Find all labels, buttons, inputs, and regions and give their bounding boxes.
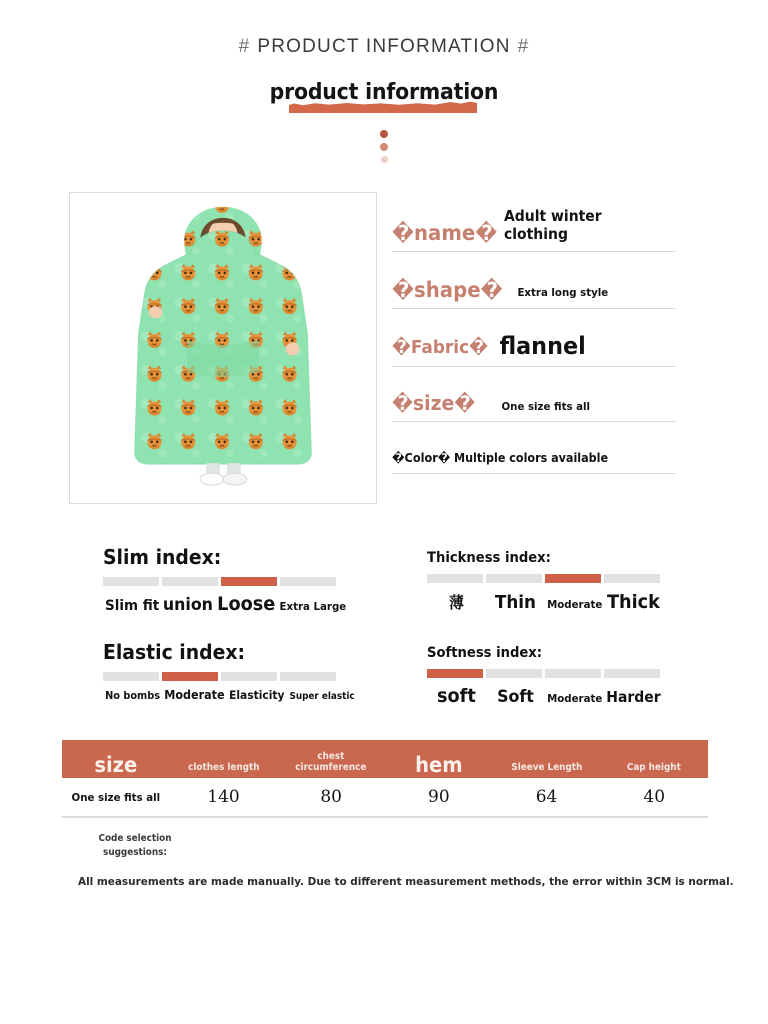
hash-left-icon: # bbox=[238, 36, 251, 57]
spec-key-size: �size� bbox=[392, 391, 476, 415]
elastic-index-block bbox=[103, 640, 355, 702]
spec-key-shape: �shape� bbox=[392, 278, 503, 302]
size-table-col-cap-height: Cap height bbox=[627, 762, 682, 773]
dot-1-icon bbox=[380, 130, 388, 138]
elastic-index-segment-0 bbox=[103, 672, 159, 681]
thickness-index-block bbox=[427, 550, 663, 613]
elastic-index-labels bbox=[103, 688, 355, 702]
size-table-row bbox=[62, 778, 708, 818]
size-table-header-row bbox=[62, 740, 708, 778]
softness-index-segment-2 bbox=[545, 669, 601, 678]
spec-key-color: �Color� bbox=[392, 451, 451, 465]
hash-right-icon: # bbox=[517, 36, 530, 57]
size-table-cell-size: One size fits all bbox=[71, 790, 161, 804]
softness-index-label-3: Harder bbox=[606, 688, 661, 706]
thickness-index-label-2: Moderate bbox=[546, 598, 603, 611]
softness-index-segment-3 bbox=[604, 669, 660, 678]
elastic-index-label-2: Elasticity bbox=[228, 688, 285, 702]
slim-index-title: Slim index: bbox=[103, 545, 222, 569]
size-table-col-sleeve-length: Sleeve Length bbox=[511, 762, 583, 773]
thickness-index-segment-1 bbox=[486, 574, 542, 583]
spec-row-color bbox=[392, 422, 676, 474]
brush-underline-icon bbox=[289, 100, 477, 113]
softness-index-segment-0 bbox=[427, 669, 483, 678]
dot-2-icon bbox=[380, 143, 388, 151]
page-title: product information bbox=[269, 80, 499, 105]
decorative-dots bbox=[0, 130, 768, 168]
size-table-cell-clothes-length: 140 bbox=[207, 787, 240, 807]
page-eyebrow-title bbox=[0, 0, 768, 58]
thickness-index-labels bbox=[427, 590, 663, 613]
spec-row-shape bbox=[392, 252, 676, 309]
spec-value-fabric: flannel bbox=[499, 332, 586, 360]
product-overview-section bbox=[0, 192, 768, 517]
softness-index-segment-1 bbox=[486, 669, 542, 678]
product-photo-illustration bbox=[70, 193, 376, 503]
elastic-index-label-0: No bombs bbox=[105, 690, 161, 702]
size-table-cell-hem: 90 bbox=[428, 787, 450, 807]
softness-index-label-2: Moderate bbox=[546, 692, 603, 705]
size-table-col-hem: hem bbox=[415, 753, 463, 777]
slim-index-segment-0 bbox=[103, 577, 159, 586]
thickness-index-title: Thickness index: bbox=[427, 550, 551, 566]
size-table-cell-chest-circumference: 80 bbox=[320, 787, 342, 807]
measurement-note: All measurements are made manually. Due to different measurement methods, the error within 3CM is normal. bbox=[78, 875, 734, 888]
spec-value-name: Adult winter clothing bbox=[504, 207, 602, 243]
slim-index-bar bbox=[103, 577, 336, 586]
softness-index-block bbox=[427, 645, 663, 707]
slim-index-label-3: Extra Large bbox=[279, 600, 347, 613]
spec-row-name bbox=[392, 200, 676, 252]
elastic-index-segment-3 bbox=[280, 672, 336, 681]
thickness-index-bar bbox=[427, 574, 660, 583]
softness-index-label-1: Soft bbox=[496, 687, 534, 707]
spec-row-fabric bbox=[392, 309, 676, 367]
elastic-index-title: Elastic index: bbox=[103, 640, 245, 664]
slim-index-segment-1 bbox=[162, 577, 218, 586]
spec-key-fabric: �Fabric� bbox=[392, 337, 488, 358]
softness-index-title: Softness index: bbox=[427, 645, 543, 661]
softness-index-label-0: soft bbox=[437, 685, 476, 707]
product-photo bbox=[69, 192, 377, 504]
eyebrow-text: PRODUCT INFORMATION bbox=[257, 36, 511, 57]
thickness-index-segment-0 bbox=[427, 574, 483, 583]
slim-index-labels bbox=[103, 593, 347, 615]
size-table bbox=[62, 740, 708, 818]
dot-3-icon bbox=[381, 156, 388, 163]
thickness-index-segment-3 bbox=[604, 574, 660, 583]
thickness-index-label-0: 薄 bbox=[448, 593, 464, 612]
slim-index-label-2: Loose bbox=[217, 593, 276, 615]
thickness-index-label-3: Thick bbox=[607, 591, 661, 613]
size-table-cell-cap-height: 40 bbox=[643, 787, 666, 807]
spec-list bbox=[392, 200, 676, 474]
elastic-index-label-3: Super elastic bbox=[288, 691, 355, 702]
spec-key-name: �name� bbox=[392, 221, 498, 245]
spec-row-size bbox=[392, 367, 676, 422]
slim-index-segment-2 bbox=[221, 577, 277, 586]
elastic-index-label-1: Moderate bbox=[164, 688, 225, 702]
size-table-cell-sleeve-length: 64 bbox=[535, 787, 558, 807]
elastic-index-segment-1 bbox=[162, 672, 218, 681]
thickness-index-segment-2 bbox=[545, 574, 601, 583]
slim-index-label-0: Slim fit bbox=[105, 598, 160, 614]
softness-index-labels bbox=[427, 685, 663, 707]
softness-index-bar bbox=[427, 669, 660, 678]
slim-index-segment-3 bbox=[280, 577, 336, 586]
spec-value-shape: Extra long style bbox=[517, 286, 608, 299]
elastic-index-bar bbox=[103, 672, 336, 681]
thickness-index-label-1: Thin bbox=[494, 592, 536, 613]
code-selection-suggestions: Code selection suggestions: bbox=[98, 833, 172, 858]
size-table-col-clothes-length: clothes length bbox=[187, 762, 260, 773]
elastic-index-segment-2 bbox=[221, 672, 277, 681]
size-table-col-size: size bbox=[94, 753, 138, 777]
spec-value-size: One size fits all bbox=[500, 400, 590, 413]
spec-value-color: Multiple colors available bbox=[454, 451, 609, 465]
size-table-col-chest-circumference: chest circumference bbox=[295, 751, 367, 773]
slim-index-block bbox=[103, 545, 347, 615]
slim-index-label-1: union bbox=[163, 595, 214, 615]
